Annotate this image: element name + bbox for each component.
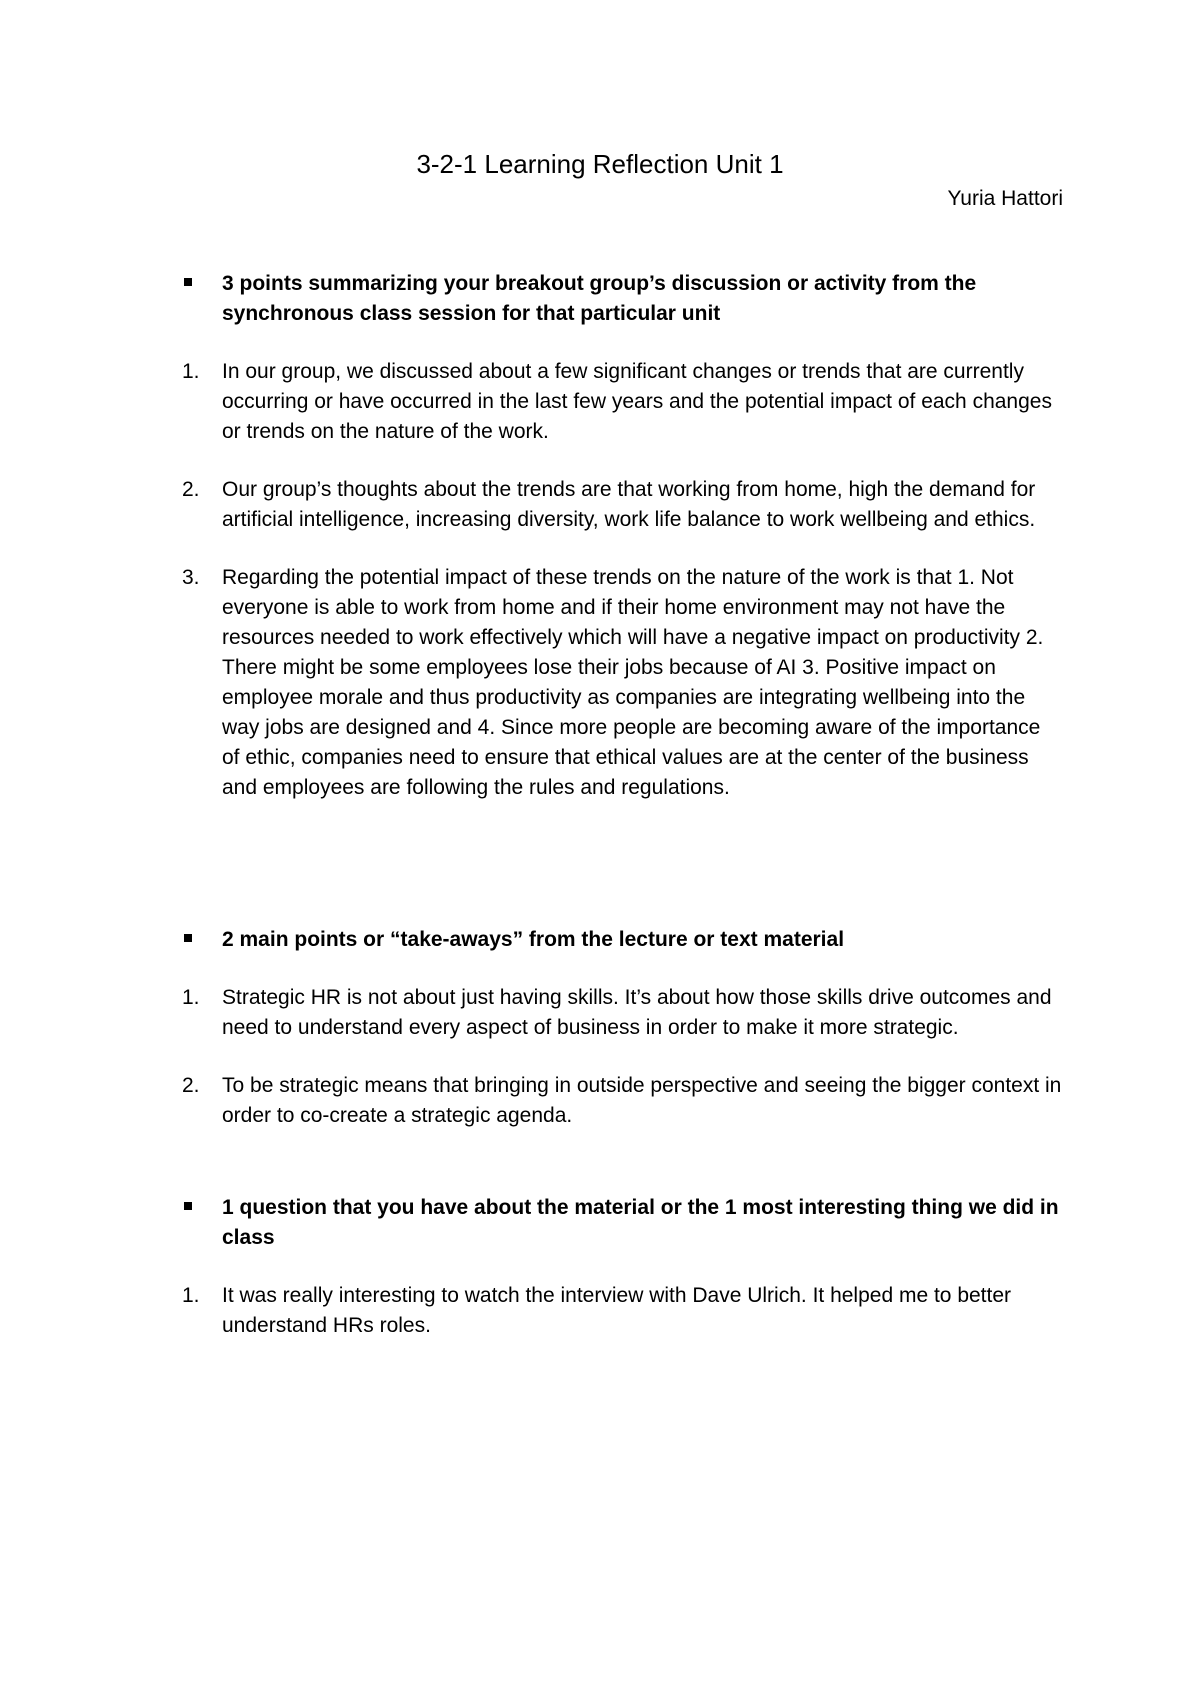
section-heading <box>182 1193 1062 1253</box>
section-heading-text: 2 main points or “take-aways” from the lecture or text material <box>222 928 845 951</box>
section-one-question <box>182 1193 1062 1341</box>
section-heading <box>182 269 1062 329</box>
section-heading <box>182 925 1062 955</box>
document-title: 3-2-1 Learning Reflection Unit 1 <box>416 149 784 179</box>
list-item <box>182 1281 1062 1341</box>
list-number: 1. <box>182 986 200 1009</box>
section-two-points <box>182 925 1062 1131</box>
author-name: Yuria Hattori <box>947 187 1063 210</box>
list-item-text: Our group’s thoughts about the trends are that working from home, high the demand for artificial intelligence, increasing diversity, work life balance to work wellbeing and ethics. <box>222 478 1036 531</box>
list-item-text: It was really interesting to watch the interview with Dave Ulrich. It helped me to better understand HRs roles. <box>222 1284 1012 1337</box>
square-bullet-icon <box>184 934 192 942</box>
list-number: 2. <box>182 1074 200 1097</box>
list-item <box>182 357 1062 447</box>
list-item-text: Strategic HR is not about just having skills. It’s about how those skills drive outcomes and need to understand every aspect of business in order to make it more strategic. <box>222 986 1052 1039</box>
list-number: 3. <box>182 566 200 589</box>
list-item-text: To be strategic means that bringing in outside perspective and seeing the bigger context in order to co-create a strategic agenda. <box>222 1074 1062 1127</box>
section-three-points <box>182 269 1062 803</box>
list-item-text: Regarding the potential impact of these trends on the nature of the work is that 1. Not everyone is able to work from home and if their home environment may not have the resources needed to work effectively which will have a negative impact on productivity 2. There might be some employees lose their jobs because of AI 3. Positive impact on employee morale and thus productivity as companies are integrating wellbeing into the way jobs are designed and 4. Since more people are becoming aware of the importance of ethic, companies need to ensure that ethical values are at the center of the business and employees are following the rules and regulations. <box>222 566 1044 799</box>
list-number: 2. <box>182 478 200 501</box>
list-item <box>182 983 1062 1043</box>
list-item <box>182 563 1062 803</box>
section-heading-text: 1 question that you have about the material or the 1 most interesting thing we did in class <box>222 1196 1059 1249</box>
list-item <box>182 1071 1062 1131</box>
section-heading-text: 3 points summarizing your breakout group’s discussion or activity from the synchronous class session for that particular unit <box>222 272 977 325</box>
square-bullet-icon <box>184 278 192 286</box>
list-item <box>182 475 1062 535</box>
list-number: 1. <box>182 1284 200 1307</box>
list-item-text: In our group, we discussed about a few significant changes or trends that are currently occurring or have occurred in the last few years and the potential impact of each changes or trends on the nature of the work. <box>222 360 1052 443</box>
list-number: 1. <box>182 360 200 383</box>
square-bullet-icon <box>184 1202 192 1210</box>
